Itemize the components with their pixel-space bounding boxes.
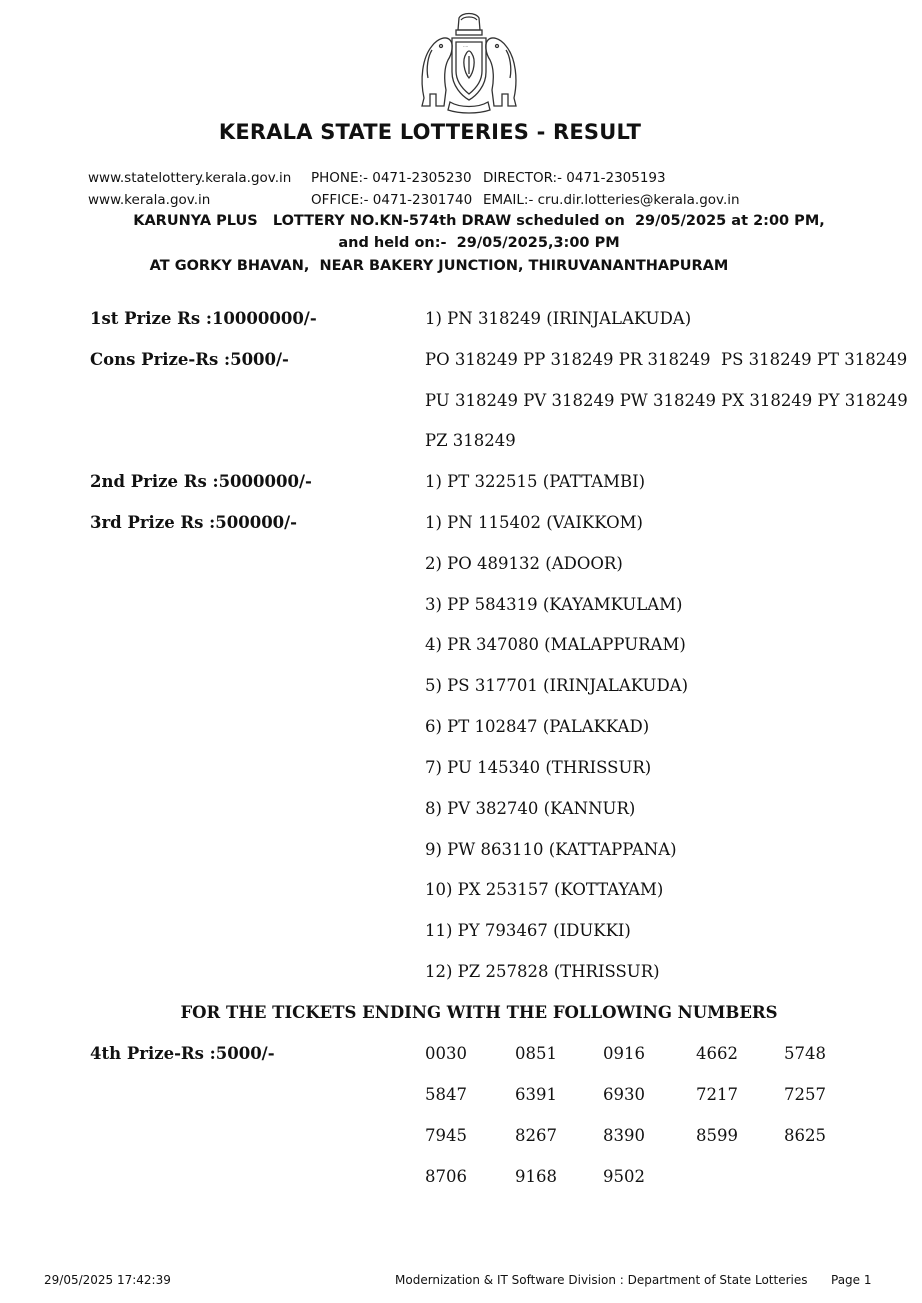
cons-prize-line: PU 318249 PV 318249 PW 318249 PX 318249 PY 318249 bbox=[425, 391, 908, 410]
fourth-prize-number: 7217 bbox=[696, 1085, 738, 1104]
third-prize-label: 3rd Prize Rs :500000/- bbox=[90, 513, 298, 532]
fourth-prize-number: 8625 bbox=[784, 1126, 826, 1145]
fourth-prize-number: 6930 bbox=[603, 1085, 645, 1104]
cons-prize-label: Cons Prize-Rs :5000/- bbox=[90, 350, 289, 369]
fourth-prize-number: 7945 bbox=[425, 1126, 467, 1145]
first-prize-winner: 1) PN 318249 (IRINJALAKUDA) bbox=[425, 309, 692, 328]
third-prize-winner: 11) PY 793467 (IDUKKI) bbox=[425, 921, 631, 940]
third-prize-winner: 2) PO 489132 (ADOOR) bbox=[425, 554, 623, 573]
email-address: EMAIL:- cru.dir.lotteries@kerala.gov.in bbox=[483, 192, 740, 208]
draw-venue: AT GORKY BHAVAN, NEAR BAKERY JUNCTION, THIRUVANANTHAPURAM bbox=[149, 258, 729, 274]
fourth-prize-number: 0030 bbox=[425, 1044, 467, 1063]
cons-prize-line: PZ 318249 bbox=[425, 431, 516, 450]
office-number: OFFICE:- 0471-2301740 bbox=[311, 192, 473, 208]
second-prize-winner: 1) PT 322515 (PATTAMBI) bbox=[425, 472, 646, 491]
third-prize-winner: 6) PT 102847 (PALAKKAD) bbox=[425, 717, 650, 736]
second-prize-label: 2nd Prize Rs :5000000/- bbox=[90, 472, 312, 491]
draw-info-line-2: and held on:- 29/05/2025,3:00 PM bbox=[338, 235, 620, 251]
third-prize-winner: 7) PU 145340 (THRISSUR) bbox=[425, 758, 652, 777]
fourth-prize-number: 8390 bbox=[603, 1126, 645, 1145]
fourth-prize-label: 4th Prize-Rs :5000/- bbox=[90, 1044, 275, 1063]
kerala-state-emblem-icon bbox=[414, 10, 524, 116]
footer-timestamp: 29/05/2025 17:42:39 bbox=[44, 1273, 171, 1287]
footer-division: Modernization & IT Software Division : Department of State Lotteries bbox=[395, 1273, 808, 1287]
draw-info-line-1: KARUNYA PLUS LOTTERY NO.KN-574th DRAW scheduled on 29/05/2025 at 2:00 PM, bbox=[133, 213, 825, 229]
fourth-prize-number: 6391 bbox=[515, 1085, 557, 1104]
first-prize-label: 1st Prize Rs :10000000/- bbox=[90, 309, 317, 328]
third-prize-winner: 5) PS 317701 (IRINJALAKUDA) bbox=[425, 676, 689, 695]
fourth-prize-number: 7257 bbox=[784, 1085, 826, 1104]
svg-text:ᐧᐧᐧᐧ: ᐧᐧᐧᐧ bbox=[463, 45, 469, 51]
fourth-prize-number: 9168 bbox=[515, 1167, 557, 1186]
third-prize-winner: 8) PV 382740 (KANNUR) bbox=[425, 799, 636, 818]
fourth-prize-number: 0851 bbox=[515, 1044, 557, 1063]
director-number: DIRECTOR:- 0471-2305193 bbox=[483, 170, 666, 186]
fourth-prize-number: 9502 bbox=[603, 1167, 645, 1186]
fourth-prize-number: 0916 bbox=[603, 1044, 645, 1063]
third-prize-winner: 10) PX 253157 (KOTTAYAM) bbox=[425, 880, 664, 899]
fourth-prize-number: 5847 bbox=[425, 1085, 467, 1104]
fourth-prize-number: 5748 bbox=[784, 1044, 826, 1063]
third-prize-winner: 4) PR 347080 (MALAPPURAM) bbox=[425, 635, 686, 654]
page-title: KERALA STATE LOTTERIES - RESULT bbox=[218, 120, 642, 144]
website-link-kerala[interactable]: www.kerala.gov.in bbox=[88, 192, 211, 208]
fourth-prize-number: 4662 bbox=[696, 1044, 738, 1063]
fourth-prize-number: 8599 bbox=[696, 1126, 738, 1145]
cons-prize-line: PO 318249 PP 318249 PR 318249 PS 318249 PT 318249 bbox=[425, 350, 908, 369]
third-prize-winner: 12) PZ 257828 (THRISSUR) bbox=[425, 962, 660, 981]
fourth-prize-number: 8706 bbox=[425, 1167, 467, 1186]
third-prize-winner: 9) PW 863110 (KATTAPPANA) bbox=[425, 840, 677, 859]
ending-numbers-heading: FOR THE TICKETS ENDING WITH THE FOLLOWING NUMBERS bbox=[180, 1003, 778, 1022]
fourth-prize-number: 8267 bbox=[515, 1126, 557, 1145]
footer-page-number: Page 1 bbox=[831, 1273, 872, 1287]
phone-number: PHONE:- 0471-2305230 bbox=[311, 170, 472, 186]
website-link-statelottery[interactable]: www.statelottery.kerala.gov.in bbox=[88, 170, 292, 186]
third-prize-winner: 3) PP 584319 (KAYAMKULAM) bbox=[425, 595, 683, 614]
third-prize-winner: 1) PN 115402 (VAIKKOM) bbox=[425, 513, 643, 532]
